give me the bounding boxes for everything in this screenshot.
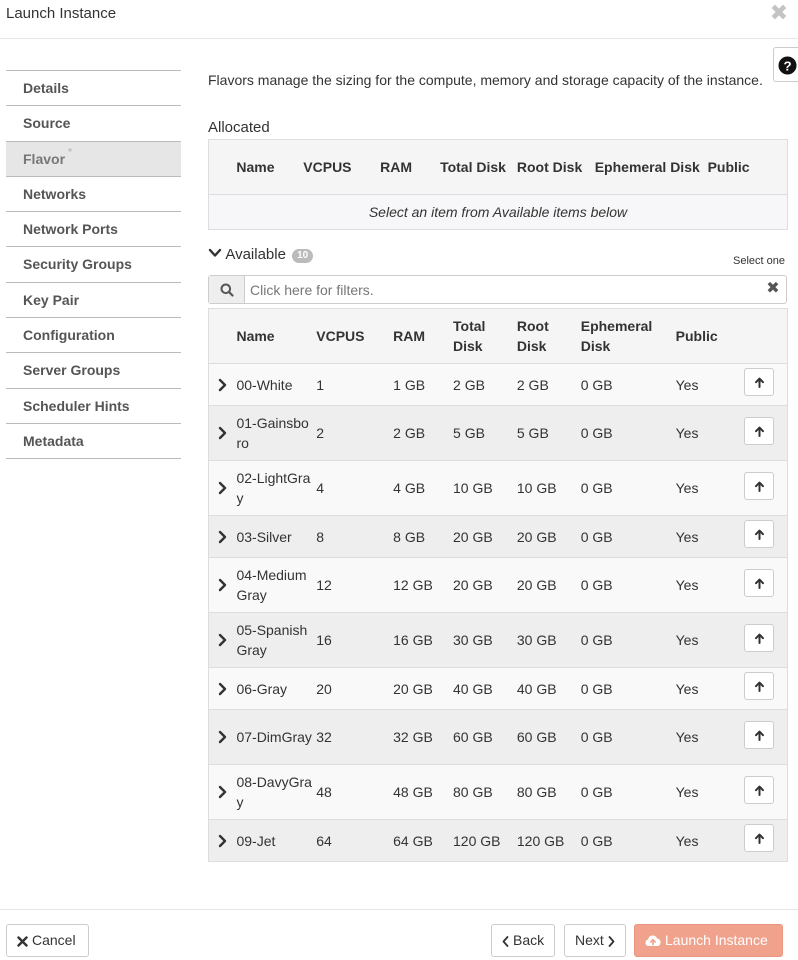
- cell-ephemeral-disk: 0 GB: [580, 632, 613, 648]
- row-expand-toggle[interactable]: [209, 461, 237, 516]
- help-button[interactable]: [773, 47, 798, 82]
- col-header-public[interactable]: Public: [675, 328, 718, 344]
- col-header-ram[interactable]: RAM: [393, 328, 426, 344]
- cell-name: 07-DimGray: [236, 729, 312, 745]
- available-label: Available: [225, 246, 286, 263]
- svg-text:?: ?: [783, 58, 792, 74]
- allocated-label: Allocated: [208, 119, 270, 136]
- row-expand-toggle[interactable]: [209, 820, 237, 862]
- nav-item-source[interactable]: [6, 106, 181, 141]
- row-expand-toggle[interactable]: [209, 613, 237, 668]
- row-action-cell: [744, 668, 788, 710]
- nav-item-networks[interactable]: [6, 177, 181, 212]
- cell-ram: 2 GB: [393, 425, 426, 441]
- cell-root-disk: 120 GB: [516, 832, 565, 849]
- cell-total-disk: 40 GB: [453, 680, 493, 697]
- cancel-button-label: Cancel: [32, 932, 76, 948]
- row-action-cell: [744, 558, 788, 613]
- arrow-up-icon: [754, 785, 765, 796]
- row-action-cell: [744, 364, 788, 406]
- row-action-cell: [744, 406, 788, 461]
- cell-root-disk: 10 GB: [516, 480, 557, 496]
- chevron-down-icon: [208, 246, 222, 260]
- table-row: [209, 406, 788, 461]
- allocated-header-row: [209, 140, 788, 195]
- arrow-up-icon: [754, 481, 765, 492]
- available-count-badge: 10: [292, 249, 313, 263]
- arrow-up-icon: [754, 529, 765, 540]
- cell-name: 02-LightGray: [236, 470, 311, 506]
- allocated-empty-message: Select an item from Available items below: [368, 204, 628, 220]
- nav-item-label: Flavor: [23, 150, 66, 167]
- col-header-vcpus[interactable]: VCPUS: [303, 159, 352, 175]
- question-circle-icon: [778, 56, 797, 75]
- col-header-name[interactable]: Name: [236, 328, 275, 344]
- nav-item-label: Security Groups: [23, 256, 132, 273]
- allocate-button[interactable]: [744, 417, 774, 445]
- arrow-up-icon: [754, 681, 765, 692]
- chevron-right-icon: [218, 530, 227, 544]
- nav-item-label: Key Pair: [23, 291, 80, 308]
- cell-ephemeral-disk: 0 GB: [580, 528, 613, 545]
- cell-root-disk: 30 GB: [516, 632, 557, 648]
- cell-ram: 32 GB: [393, 729, 433, 745]
- row-expand-toggle[interactable]: [209, 364, 237, 406]
- nav-item-network-ports[interactable]: [6, 212, 181, 247]
- cell-ram: 8 GB: [393, 528, 426, 545]
- arrow-up-icon: [754, 833, 765, 844]
- cell-public: Yes: [675, 425, 699, 441]
- chevron-right-icon: [218, 426, 227, 440]
- modal-header: [0, 0, 798, 39]
- cell-ephemeral-disk: 0 GB: [580, 376, 613, 393]
- chevron-right-icon: [218, 481, 227, 495]
- col-header-public[interactable]: Public: [707, 159, 750, 175]
- available-header-row: [209, 309, 788, 364]
- cell-ram: 64 GB: [393, 832, 433, 849]
- nav-item-label: Network Ports: [23, 221, 118, 238]
- cell-vcpus: 20: [316, 680, 332, 697]
- row-expand-toggle[interactable]: [209, 406, 237, 461]
- nav-item-label: Networks: [23, 185, 87, 202]
- allocate-button[interactable]: [744, 520, 774, 548]
- cell-total-disk: 60 GB: [453, 729, 493, 745]
- launch-instance-button-label: Launch Instance: [665, 932, 768, 948]
- nav-item-label: Details: [23, 80, 69, 96]
- row-expand-toggle[interactable]: [209, 710, 237, 765]
- cell-ephemeral-disk: 0 GB: [580, 480, 613, 496]
- launch-instance-button[interactable]: [634, 924, 783, 957]
- required-mark: *: [68, 146, 72, 158]
- cell-name: 00-White: [236, 376, 293, 393]
- next-button[interactable]: [564, 924, 626, 957]
- cell-vcpus: 8: [316, 528, 325, 545]
- table-row: [209, 364, 788, 406]
- allocated-empty-row: [209, 195, 788, 230]
- row-action-cell: [744, 765, 788, 820]
- cell-total-disk: 30 GB: [453, 632, 493, 648]
- nav-item-metadata[interactable]: [6, 424, 181, 459]
- cell-name: 05-SpanishGray: [236, 622, 308, 658]
- available-toggle[interactable]: [208, 246, 313, 268]
- available-table: [208, 308, 788, 862]
- cell-root-disk: 2 GB: [516, 376, 549, 393]
- cell-public: Yes: [675, 528, 699, 545]
- col-header-action: [744, 309, 788, 364]
- back-button-label: Back: [513, 932, 545, 948]
- cell-ephemeral-disk: 0 GB: [580, 784, 613, 800]
- back-button[interactable]: [491, 924, 555, 957]
- cell-public: Yes: [675, 480, 699, 496]
- cell-public: Yes: [675, 832, 699, 849]
- cell-total-disk: 80 GB: [453, 784, 493, 800]
- cell-ephemeral-disk: 0 GB: [580, 729, 613, 745]
- cell-vcpus: 48: [316, 784, 332, 800]
- next-button-label: Next: [575, 932, 604, 948]
- cell-total-disk: 20 GB: [453, 577, 493, 593]
- chevron-right-icon: [218, 682, 227, 696]
- cell-vcpus: 2: [316, 425, 325, 441]
- row-expand-toggle[interactable]: [209, 668, 237, 710]
- allocate-button[interactable]: [744, 824, 774, 852]
- chevron-right-icon: [218, 633, 227, 647]
- nav-item-label: Server Groups: [23, 362, 121, 379]
- wizard-nav: [6, 70, 181, 459]
- arrow-up-icon: [754, 730, 765, 741]
- table-row: [209, 820, 788, 862]
- col-spacer: [209, 309, 237, 364]
- col-header-root-disk[interactable]: Root Disk: [516, 318, 549, 354]
- table-row: [209, 710, 788, 765]
- table-row: [209, 461, 788, 516]
- chevron-right-icon: [218, 378, 227, 392]
- allocate-button[interactable]: [744, 672, 774, 700]
- cell-ram: 4 GB: [393, 480, 426, 496]
- filter-search-bar: [208, 275, 787, 304]
- nav-item-label: Configuration: [23, 327, 115, 344]
- cell-ephemeral-disk: 0 GB: [580, 832, 613, 849]
- cell-total-disk: 120 GB: [453, 832, 501, 849]
- chevron-right-icon: [218, 834, 227, 848]
- table-row: [209, 613, 788, 668]
- arrow-up-icon: [754, 578, 765, 589]
- cell-total-disk: 20 GB: [453, 528, 493, 545]
- nav-item-details[interactable]: [6, 71, 181, 106]
- cell-ram: 1 GB: [393, 376, 426, 393]
- nav-item-scheduler-hints[interactable]: [6, 389, 181, 424]
- cell-ephemeral-disk: 0 GB: [580, 425, 613, 441]
- chevron-right-icon: [218, 730, 227, 744]
- cell-vcpus: 12: [316, 577, 332, 593]
- cell-public: Yes: [675, 680, 699, 697]
- cell-ephemeral-disk: 0 GB: [580, 577, 613, 593]
- arrow-up-icon: [754, 426, 765, 437]
- cell-name: 04-MediumGray: [236, 567, 307, 603]
- cell-ram: 12 GB: [393, 577, 433, 593]
- row-action-cell: [744, 613, 788, 668]
- cell-root-disk: 60 GB: [516, 729, 557, 745]
- row-action-cell: [744, 516, 788, 558]
- allocate-button[interactable]: [744, 721, 774, 749]
- arrow-up-icon: [754, 377, 765, 388]
- table-row: [209, 558, 788, 613]
- times-icon: ✖: [766, 280, 780, 297]
- cell-total-disk: 10 GB: [453, 480, 493, 496]
- nav-item-flavor[interactable]: [6, 142, 181, 177]
- table-row: [209, 668, 788, 710]
- col-header-vcpus[interactable]: VCPUS: [316, 328, 365, 344]
- row-action-cell: [744, 461, 788, 516]
- col-header-total-disk[interactable]: Total Disk: [440, 159, 506, 175]
- row-expand-toggle[interactable]: [209, 558, 237, 613]
- table-row: [209, 765, 788, 820]
- cloud-upload-icon: [645, 927, 661, 958]
- cell-name: 06-Gray: [236, 680, 288, 697]
- allocate-button[interactable]: [744, 368, 774, 396]
- cell-public: Yes: [675, 632, 699, 648]
- col-header-ram[interactable]: RAM: [380, 159, 413, 175]
- flavor-help-text: Flavors manage the sizing for the compute, memory and storage capacity of the instance.: [208, 72, 763, 88]
- close-button[interactable]: [768, 1, 790, 27]
- row-action-cell: [744, 820, 788, 862]
- col-spacer: [209, 140, 237, 195]
- chevron-right-icon: [218, 785, 227, 799]
- row-expand-toggle[interactable]: [209, 516, 237, 558]
- cell-root-disk: 20 GB: [516, 577, 557, 593]
- nav-item-label: Source: [23, 115, 71, 132]
- col-header-name[interactable]: Name: [236, 159, 275, 175]
- col-header-ephemeral-disk[interactable]: Ephemeral Disk: [580, 318, 653, 354]
- row-action-cell: [744, 710, 788, 765]
- modal-title: Launch Instance: [6, 5, 117, 22]
- cancel-button[interactable]: [6, 924, 89, 957]
- cell-vcpus: 4: [316, 480, 325, 496]
- nav-item-key-pair[interactable]: [6, 283, 181, 318]
- search-icon: [220, 283, 234, 297]
- col-header-ephemeral-disk[interactable]: Ephemeral Disk: [594, 159, 700, 175]
- nav-item-label: Metadata: [23, 432, 84, 449]
- cell-public: Yes: [675, 729, 699, 745]
- col-header-total-disk[interactable]: Total Disk: [453, 318, 486, 354]
- cell-root-disk: 80 GB: [516, 784, 557, 800]
- cell-public: Yes: [675, 784, 699, 800]
- cell-total-disk: 5 GB: [453, 425, 485, 441]
- table-row: [209, 516, 788, 558]
- cell-vcpus: 64: [316, 832, 332, 849]
- cell-root-disk: 5 GB: [516, 425, 549, 441]
- select-hint: Select one: [733, 255, 785, 267]
- chevron-right-icon: [218, 578, 227, 592]
- cell-ram: 16 GB: [393, 632, 433, 648]
- close-icon: ✖: [769, 0, 789, 25]
- cell-vcpus: 1: [316, 376, 325, 393]
- cell-vcpus: 16: [316, 632, 332, 648]
- col-header-root-disk[interactable]: Root Disk: [516, 159, 583, 175]
- nav-item-label: Scheduler Hints: [23, 397, 130, 414]
- chevron-right-icon: [608, 927, 615, 958]
- search-addon: [209, 276, 245, 303]
- nav-item-configuration[interactable]: [6, 318, 181, 353]
- cell-ram: 48 GB: [393, 784, 433, 800]
- cell-root-disk: 40 GB: [516, 680, 557, 697]
- chevron-left-icon: [502, 927, 509, 958]
- cell-ram: 20 GB: [393, 680, 433, 697]
- cell-public: Yes: [675, 577, 699, 593]
- cell-name: 01-Gainsboro: [236, 415, 309, 451]
- allocate-button[interactable]: [744, 776, 774, 804]
- cell-name: 08-DavyGray: [236, 774, 312, 810]
- cell-ephemeral-disk: 0 GB: [580, 680, 613, 697]
- clear-filter-button[interactable]: [765, 281, 781, 297]
- allocate-button[interactable]: [744, 569, 774, 597]
- times-icon: [17, 927, 28, 958]
- arrow-up-icon: [754, 633, 765, 644]
- allocate-button[interactable]: [744, 624, 774, 652]
- cell-total-disk: 2 GB: [453, 376, 485, 393]
- nav-item-server-groups[interactable]: [6, 353, 181, 388]
- row-expand-toggle[interactable]: [209, 765, 237, 820]
- allocate-button[interactable]: [744, 472, 774, 500]
- cell-vcpus: 32: [316, 729, 332, 745]
- cell-name: 09-Jet: [236, 832, 276, 849]
- cell-root-disk: 20 GB: [516, 528, 557, 545]
- filter-search-input[interactable]: [246, 276, 756, 303]
- cell-public: Yes: [675, 376, 699, 393]
- nav-item-security-groups[interactable]: [6, 247, 181, 282]
- cell-name: 03-Silver: [236, 528, 292, 545]
- modal-footer: [0, 909, 798, 960]
- allocated-table: [208, 139, 788, 230]
